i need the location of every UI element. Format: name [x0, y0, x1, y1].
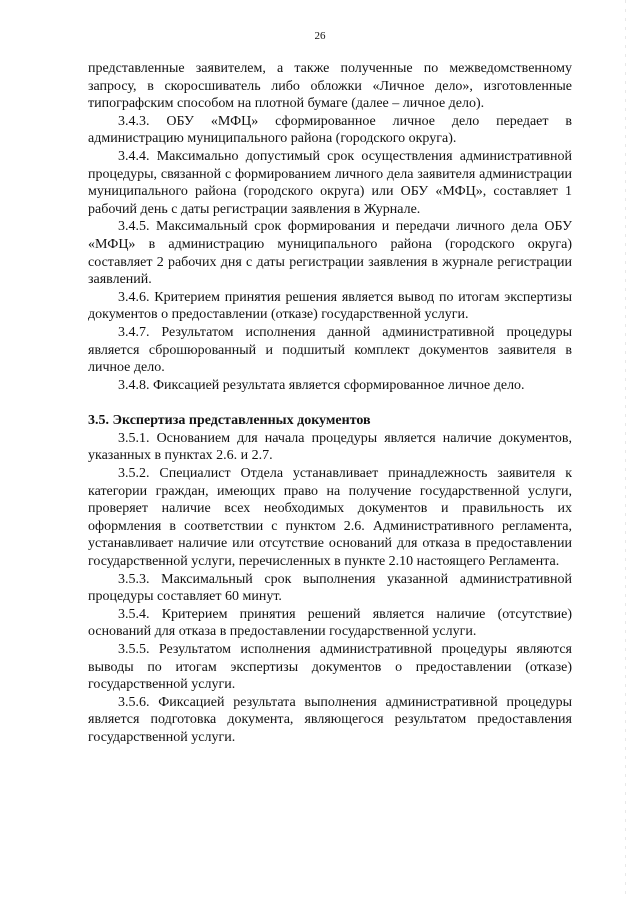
paragraph-3-4-5: 3.4.5. Максимальный срок формирования и передачи личного дела ОБУ «МФЦ» в администрацию муниципального района (городского округа) составляет 2 рабочих дня с даты регистрации заявления в журнале регистрации заявлений.: [88, 219, 572, 288]
paragraph-continuation: представленные заявителем, а также полученные по межведомственному запросу, в скоросшиватель либо обложки «Личное дело», изготовленные типографским способом на плотной бумаге (далее – личное дело).: [88, 61, 572, 112]
paragraph-3-5-6: 3.5.6. Фиксацией результата выполнения административной процедуры является подготовка документа, являющегося результатом предоставления государственной услуги.: [88, 694, 572, 745]
document-body: [88, 60, 572, 747]
paragraph-3-5-2: 3.5.2. Специалист Отдела устанавливает принадлежность заявителя к категории граждан, имеющих право на получение государственной услуги, проверяет наличие всех необходимых документов и правильность их оформления в соответствии с пунктом 2.6. Административного регламента, устанавливает наличие или отсутствие оснований для отказа в предоставлении государственной услуги, перечисленных в пункте 2.10 настоящего Регламента.: [88, 466, 572, 570]
paragraph-3-4-6: 3.4.6. Критерием принятия решения является вывод по итогам экспертизы документов о предоставлении (отказе) государственной услуги.: [88, 289, 572, 323]
paragraph-3-5-1: 3.5.1. Основанием для начала процедуры является наличие документов, указанных в пунктах 2.6. и 2.7.: [88, 430, 572, 464]
paragraph-3-4-3: 3.4.3. ОБУ «МФЦ» сформированное личное дело передает в администрацию муниципального района (городского округа).: [88, 113, 572, 147]
scan-edge-artifact: [625, 0, 626, 900]
paragraph-3-4-7: 3.4.7. Результатом исполнения данной административной процедуры является сброшюрованный и подшитый комплект документов заявителя в личное дело.: [88, 324, 572, 376]
paragraph-3-5-3: 3.5.3. Максимальный срок выполнения указанной административной процедуры составляет 60 минут.: [88, 571, 572, 605]
paragraph-3-4-4: 3.4.4. Максимально допустимый срок осуществления административной процедуры, связанной с формированием личного дела заявителя администрации муниципального района (городского округа) или ОБУ «МФЦ», составляет 1 рабочий день с даты регистрации заявления в Журнале.: [88, 148, 572, 217]
section-heading: 3.5. Экспертиза представленных документов: [88, 413, 371, 429]
page-number: 26: [314, 30, 326, 42]
paragraph-3-5-5: 3.5.5. Результатом исполнения административной процедуры являются выводы по итогам экспертизы документов о предоставлении (отказе) государственной услуги.: [88, 642, 572, 693]
paragraph-3-5-4: 3.5.4. Критерием принятия решений является наличие (отсутствие) оснований для отказа в предоставлении государственной услуги.: [88, 606, 572, 640]
paragraph-3-4-8: 3.4.8. Фиксацией результата является сформированное личное дело.: [118, 377, 525, 393]
